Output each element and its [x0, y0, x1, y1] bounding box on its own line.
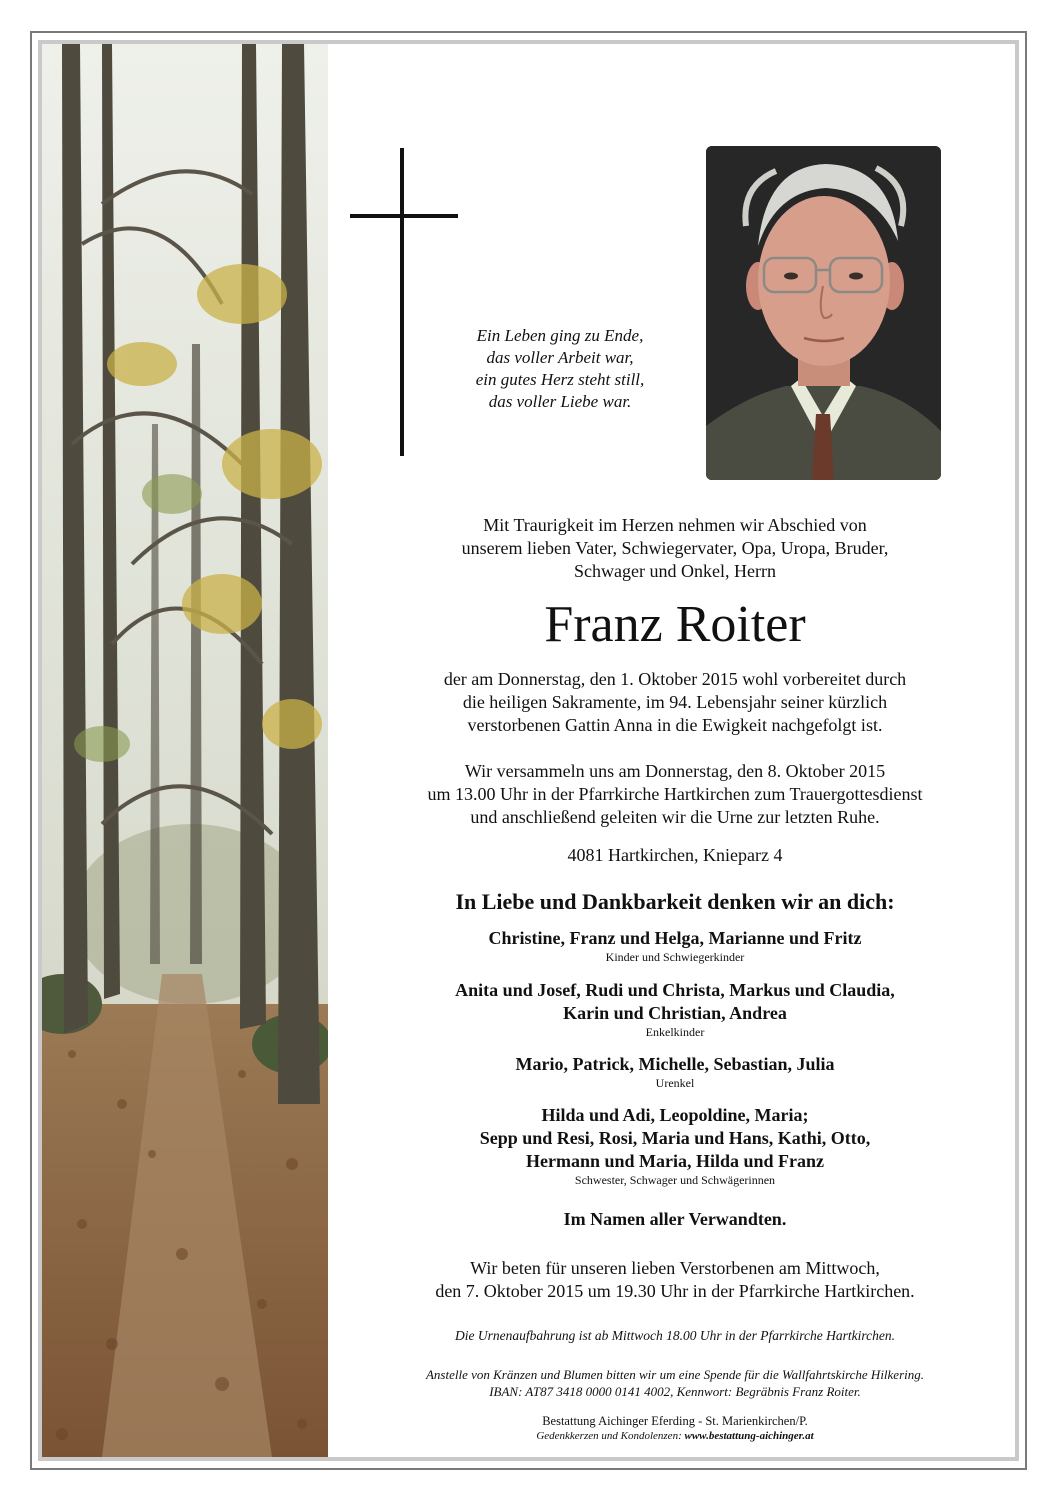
thanks-heading: In Liebe und Dankbarkeit denken wir an dich:	[455, 889, 895, 914]
family-group-siblings	[330, 1104, 1020, 1188]
intro-line: unserem lieben Vater, Schwiegervater, Opa, Uropa, Bruder,	[461, 538, 889, 558]
family-names: Sepp und Resi, Rosi, Maria und Hans, Kathi, Otto,	[479, 1128, 871, 1148]
prayer-line: Wir beten für unseren lieben Verstorbenen am Mittwoch,	[470, 1258, 880, 1278]
family-group-children	[330, 927, 1020, 965]
family-relation: Kinder und Schwiegerkinder	[605, 950, 745, 964]
family-names: Mario, Patrick, Michelle, Sebastian, Julia	[515, 1054, 835, 1074]
funeral-line: und anschließend geleiten wir die Urne zur letzten Ruhe.	[470, 807, 880, 827]
intro-line: Schwager und Onkel, Herrn	[574, 561, 776, 581]
prayer-line: den 7. Oktober 2015 um 19.30 Uhr in der Pfarrkirche Hartkirchen.	[435, 1281, 915, 1301]
address: 4081 Hartkirchen, Knieparz 4	[567, 845, 783, 865]
intro-line: Mit Traurigkeit im Herzen nehmen wir Abschied von	[483, 515, 867, 535]
family-names: Hilda und Adi, Leopoldine, Maria;	[541, 1105, 809, 1125]
funeral-line: Wir versammeln uns am Donnerstag, den 8. Oktober 2015	[464, 761, 886, 781]
poem-line: das voller Liebe war.	[488, 392, 632, 411]
portrait-photo	[706, 146, 941, 480]
family-relation: Enkelkinder	[645, 1025, 705, 1039]
family-names: Hermann und Maria, Hilda und Franz	[525, 1151, 825, 1171]
undertaker-name: Bestattung Aichinger Eferding - St. Marienkirchen/P.	[542, 1414, 808, 1428]
deceased-name: Franz Roiter	[544, 596, 806, 653]
closing-line: Im Namen aller Verwandten.	[563, 1209, 787, 1229]
prayer-info	[330, 1257, 1020, 1303]
death-notice-line: verstorbenen Gattin Anna in die Ewigkeit nachgefolgt ist.	[467, 715, 883, 735]
family-relation: Schwester, Schwager und Schwägerinnen	[574, 1173, 776, 1187]
family-names: Karin und Christian, Andrea	[563, 1003, 787, 1023]
poem-line: das voller Arbeit war,	[486, 348, 634, 367]
poem-line: Ein Leben ging zu Ende,	[476, 326, 644, 345]
condolence-label: Gedenkkerzen und Kondolenzen:	[536, 1430, 682, 1442]
undertaker-info	[330, 1414, 1020, 1444]
donation-line: IBAN: AT87 3418 0000 0141 4002, Kennwort: Begräbnis Franz Roiter.	[489, 1384, 861, 1399]
family-group-grandchildren	[330, 979, 1020, 1040]
poem-line: ein gutes Herz steht still,	[475, 370, 645, 389]
autumn-avenue-photo	[42, 44, 328, 1457]
memorial-poem	[420, 325, 700, 413]
death-notice-line: der am Donnerstag, den 1. Oktober 2015 wohl vorbereitet durch	[443, 669, 907, 689]
family-names: Anita und Josef, Rudi und Christa, Markus und Claudia,	[455, 980, 895, 1000]
death-notice	[330, 668, 1020, 737]
condolence-link[interactable]: www.bestattung-aichinger.at	[684, 1430, 814, 1442]
donation-line: Anstelle von Kränzen und Blumen bitten wir um eine Spende für die Wallfahrtskirche Hilkering.	[425, 1367, 925, 1382]
family-relation: Urenkel	[655, 1076, 695, 1090]
condolence-line	[330, 1429, 1020, 1444]
intro-text	[330, 514, 1020, 583]
urn-note: Die Urnenaufbahrung ist ab Mittwoch 18.00 Uhr in der Pfarrkirche Hartkirchen.	[455, 1328, 895, 1343]
family-names: Christine, Franz und Helga, Marianne und Fritz	[488, 928, 862, 948]
funeral-line: um 13.00 Uhr in der Pfarrkirche Hartkirchen zum Trauergottesdienst	[427, 784, 923, 804]
family-group-great-grandchildren	[330, 1053, 1020, 1091]
death-notice-line: die heiligen Sakramente, im 94. Lebensjahr seiner kürzlich	[462, 692, 888, 712]
donation-note	[330, 1366, 1020, 1400]
funeral-info	[330, 760, 1020, 829]
